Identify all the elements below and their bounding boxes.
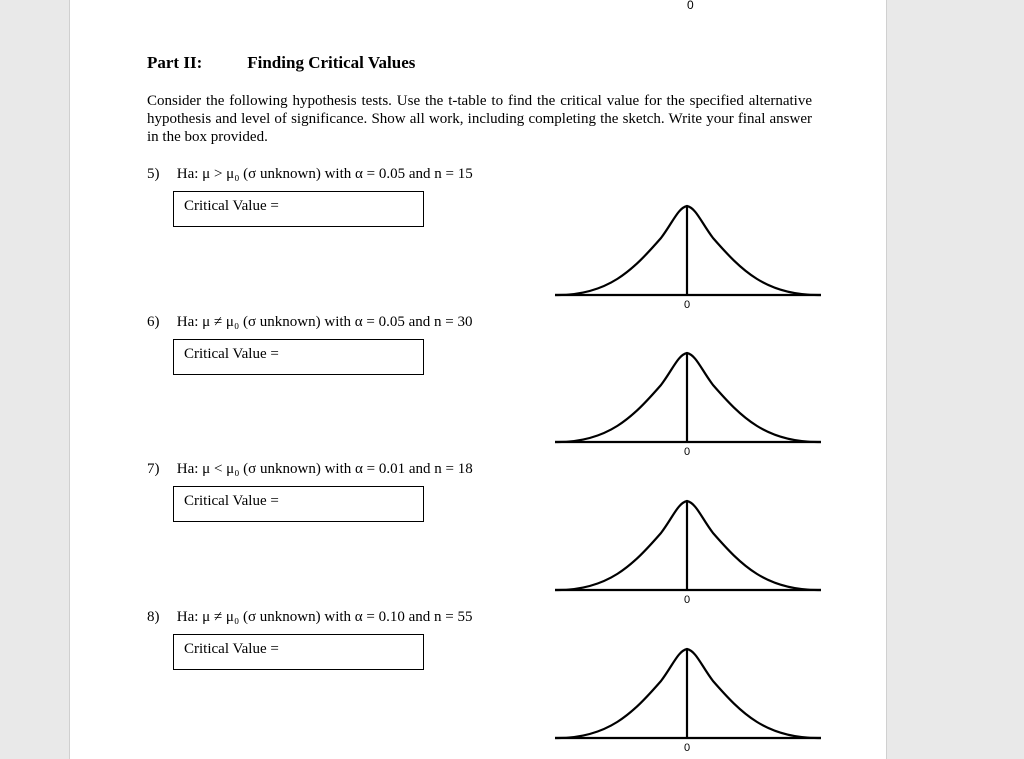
answer-box-8[interactable] [173, 634, 424, 670]
axis-zero-label: 0 [684, 446, 691, 457]
question-text: Ha: μ < μ₀ (σ unknown) with α = 0.01 and n = 18 [176, 461, 473, 477]
question-5 [147, 166, 473, 183]
part-heading [147, 53, 415, 73]
axis-zero-label: 0 [684, 594, 691, 605]
normal-curve-sketch-7 [553, 495, 823, 605]
question-number: 5) [147, 166, 160, 182]
answer-box-label: Critical Value = [184, 641, 279, 657]
question-6 [147, 314, 472, 331]
question-text: Ha: μ ≠ μ₀ (σ unknown) with α = 0.10 and n = 55 [176, 609, 473, 625]
question-text: Ha: μ ≠ μ₀ (σ unknown) with α = 0.05 and n = 30 [176, 314, 473, 330]
question-8 [147, 609, 472, 626]
normal-curve-sketch-5 [553, 200, 823, 310]
answer-box-label: Critical Value = [184, 346, 279, 362]
question-number: 7) [147, 461, 160, 477]
answer-box-5[interactable] [173, 191, 424, 227]
normal-curve-sketch-8 [553, 643, 823, 753]
question-number: 6) [147, 314, 160, 330]
question-7 [147, 461, 473, 478]
answer-box-6[interactable] [173, 339, 424, 375]
top-page-mark: 0 [687, 0, 694, 12]
part-label: Part II: [147, 53, 203, 72]
answer-box-7[interactable] [173, 486, 424, 522]
question-number: 8) [147, 609, 160, 625]
axis-zero-label: 0 [684, 299, 691, 310]
answer-box-label: Critical Value = [184, 493, 279, 509]
instructions-paragraph: Consider the following hypothesis tests. Use the t-table to find the critical value for the specified alternative hypothesis and level of significance. Show all work, including completing the sketch. Write your final answer in the box provided. [147, 93, 812, 145]
axis-zero-label: 0 [684, 742, 691, 753]
question-text: Ha: μ > μ₀ (σ unknown) with α = 0.05 and n = 15 [176, 166, 473, 182]
document-page [69, 0, 887, 759]
part-title: Finding Critical Values [247, 53, 416, 72]
normal-curve-sketch-6 [553, 347, 823, 457]
answer-box-label: Critical Value = [184, 198, 279, 214]
